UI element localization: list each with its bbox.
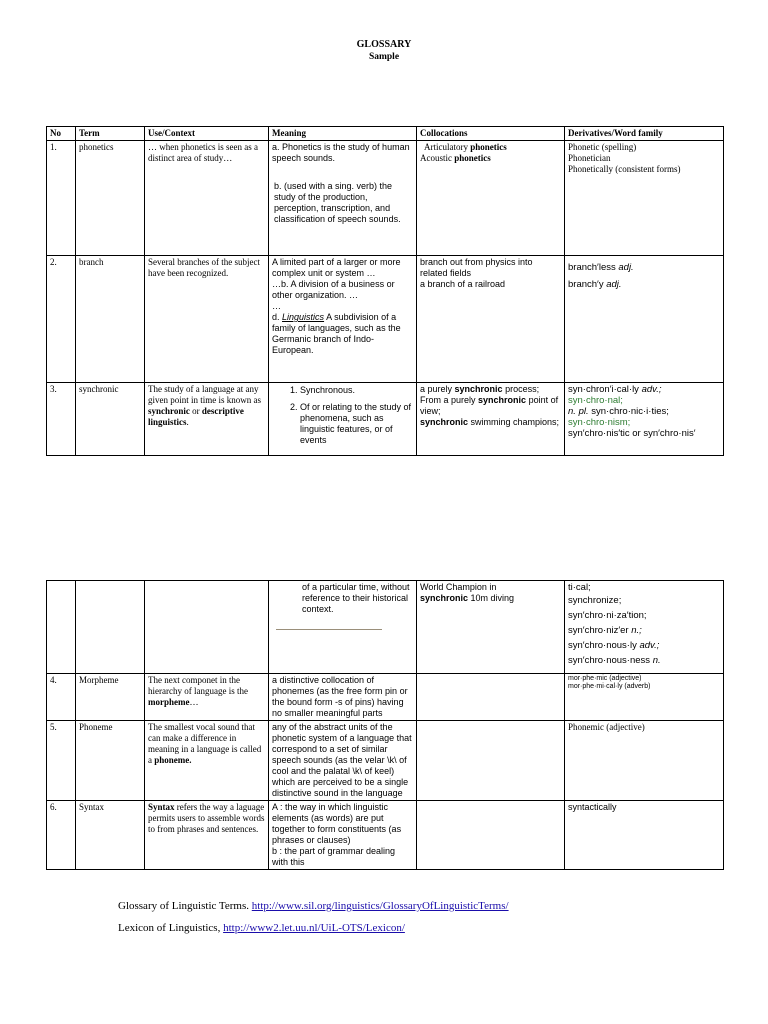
header-meaning: Meaning [269, 127, 417, 141]
use-cell: Several branches of the subject have been recognized. [145, 256, 269, 383]
row-number: 1. [47, 141, 76, 256]
collocation-cell [417, 256, 565, 383]
derivative-4: syn·chro·nism; [568, 417, 631, 428]
collocation-continued-b: synchronic 10m diving [420, 593, 515, 603]
derivative-3: Phonetically (consistent forms) [568, 164, 681, 174]
term-cell: Phoneme [76, 721, 145, 801]
derivatives-cell [565, 256, 724, 383]
derivative-1: mor·phe·mic (adjective) [568, 675, 642, 682]
derivatives-cell [565, 581, 724, 674]
separator-line [276, 629, 382, 630]
collocation-2: Acoustic phonetics [420, 153, 491, 163]
header-no: No [47, 127, 76, 141]
reference-2-text: Lexicon of Linguistics, [118, 922, 221, 934]
derivatives-cell [565, 674, 724, 721]
meaning-b: b. (used with a sing. verb) the study of the production, perception, transcription, and classification of speech sounds. [274, 181, 401, 224]
collocation-cell [417, 141, 565, 256]
meaning-cell [269, 581, 417, 674]
meaning-cell: any of the abstract units of the phonetic system of a language that correspond to a set of similar speech sounds (as the velar \k\ of cool and the palatal \k\ of keel) which are perceived to be a single distinctive sound in the language [269, 721, 417, 801]
table-row [47, 801, 724, 870]
collocation-2: From a purely synchronic point of view; [420, 395, 559, 416]
collocation-1: branch out from physics into related fields [420, 257, 533, 278]
derivative-2: branch′y adj. [568, 279, 622, 290]
derivative-1: Phonetic (spelling) [568, 142, 637, 152]
meaning-cell [269, 383, 417, 456]
collocation-continued-a: World Champion in [420, 582, 497, 592]
collocation-1: a purely synchronic process; [420, 384, 540, 394]
use-cell: The study of a language at any given point in time is known as synchronic or descriptive linguistics. [145, 383, 269, 456]
header-use: Use/Context [145, 127, 269, 141]
row-number: 2. [47, 256, 76, 383]
meaning-1: A limited part of a larger or more complex unit or system … [272, 257, 401, 278]
row-number: 6. [47, 801, 76, 870]
derivative-1: syn·chron′i·cal·ly adv.; [568, 384, 662, 395]
table-row [47, 383, 724, 456]
row-number: 3. [47, 383, 76, 456]
derivatives-cell: syntactically [565, 801, 724, 870]
reference-2 [118, 922, 405, 934]
meaning-cell [269, 141, 417, 256]
derivative-5: syn′chro·nis′tic or syn′chro·nis′ [568, 428, 696, 439]
collocation-2: a branch of a railroad [420, 279, 506, 289]
meaning-3: … [272, 301, 281, 311]
meaning-cell: a distinctive collocation of phonemes (as the free form pin or the bound form -s of pins) having no smaller meaningful parts [269, 674, 417, 721]
collocation-cell [417, 801, 565, 870]
derivatives-cell: Phonemic (adjective) [565, 721, 724, 801]
term-cell: phonetics [76, 141, 145, 256]
derivatives-cell [565, 141, 724, 256]
derivatives-cell [565, 383, 724, 456]
row-number: 5. [47, 721, 76, 801]
reference-1-text: Glossary of Linguistic Terms. [118, 900, 250, 912]
reference-1 [118, 900, 509, 912]
table-row [47, 721, 724, 801]
use-cell: Syntax refers the way a laguage permits users to assemble words to from phrases and sentences. [145, 801, 269, 870]
meaning-cell [269, 801, 417, 870]
derivative-4: syn′chro·niz′er n.; [568, 625, 642, 636]
row-number: 4. [47, 674, 76, 721]
meaning-1: 1. Synchronous. [300, 385, 413, 396]
reference-2-link[interactable]: http://www2.let.uu.nl/UiL-OTS/Lexicon/ [223, 922, 405, 934]
meaning-b: b : the part of grammar dealing with this [272, 846, 396, 867]
table-row [47, 256, 724, 383]
meaning-cell [269, 256, 417, 383]
collocation-cell [417, 721, 565, 801]
reference-1-link[interactable]: http://www.sil.org/linguistics/GlossaryOfLinguisticTerms/ [251, 900, 509, 912]
collocation-cell [417, 674, 565, 721]
derivative-2: syn·chro·nal; [568, 395, 623, 406]
derivative-2: Phonetician [568, 153, 611, 163]
term-cell: synchronic [76, 383, 145, 456]
table-row [47, 141, 724, 256]
derivative-2: synchronize; [568, 595, 622, 606]
derivative-6: syn′chro·nous·ness n. [568, 655, 661, 666]
use-cell: … when phonetics is seen as a distinct area of study… [145, 141, 269, 256]
meaning-a: a. Phonetics is the study of human speech sounds. [272, 142, 410, 163]
collocation-cell [417, 383, 565, 456]
collocation-cell [417, 581, 565, 674]
term-cell: branch [76, 256, 145, 383]
term-cell: Morpheme [76, 674, 145, 721]
use-cell: The next componet in the hierarchy of language is the morpheme… [145, 674, 269, 721]
meaning-2: …b. A division of a business or other organization. … [272, 279, 395, 300]
page-title: GLOSSARY [356, 39, 412, 50]
derivative-1: branch′less adj. [568, 262, 634, 273]
meaning-continued: of a particular time, without reference to their historical context. [302, 582, 410, 614]
term-cell: Syntax [76, 801, 145, 870]
glossary-table-2 [46, 580, 724, 870]
meaning-2: 2. Of or relating to the study of phenomena, such as linguistic features, or of events [300, 402, 413, 446]
header-derivatives: Derivatives/Word family [565, 127, 724, 141]
derivative-3: syn′chro·ni·za′tion; [568, 610, 647, 621]
derivative-1: ti·cal; [568, 582, 591, 593]
meaning-a: A : the way in which linguistic elements (as words) are put together to form constituents (as phrases or clauses) [272, 802, 402, 845]
use-cell: The smallest vocal sound that can make a difference in meaning in a language is called a phoneme. [145, 721, 269, 801]
header-term: Term [76, 127, 145, 141]
page-subtitle: Sample [368, 52, 400, 62]
derivative-2: mor·phe·mi·cal·ly (adverb) [568, 683, 651, 690]
collocation-3: synchronic swimming champions; [420, 417, 560, 427]
table-row [47, 674, 724, 721]
meaning-4: d. Linguistics A subdivision of a family of languages, such as the Germanic branch of Indo-European. [272, 312, 401, 355]
table-header-row [47, 127, 724, 141]
table-row-continued [47, 581, 724, 674]
derivative-5: syn′chro·nous·ly adv.; [568, 640, 660, 651]
collocation-1: Articulatory phonetics [424, 142, 507, 152]
glossary-table-1 [46, 126, 724, 456]
header-collocations: Collocations [417, 127, 565, 141]
derivative-3: n. pl. syn·chro·nic·i·ties; [568, 406, 669, 417]
